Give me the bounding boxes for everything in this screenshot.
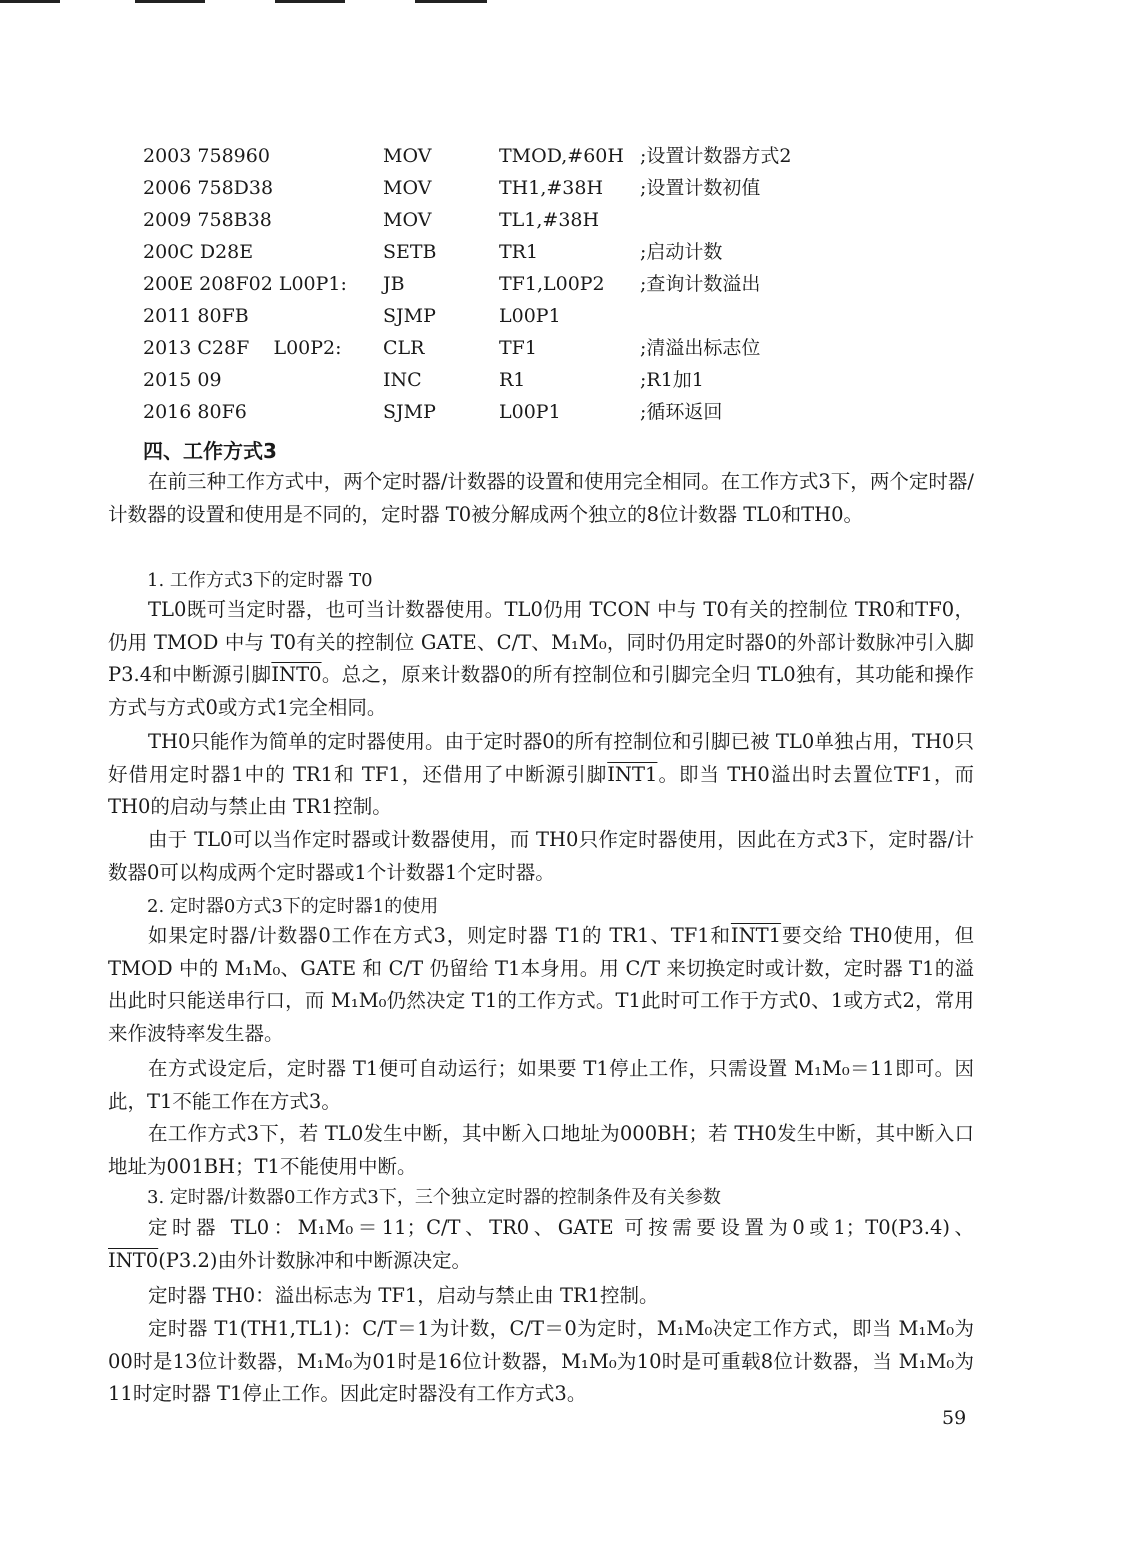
code-operand: TR1 bbox=[499, 241, 539, 263]
code-row bbox=[143, 332, 1003, 364]
subheading-1: 1. 工作方式3下的定时器 T0 bbox=[147, 570, 373, 591]
code-listing bbox=[143, 140, 1003, 428]
paragraph-intro bbox=[108, 466, 974, 531]
code-opcode: INC bbox=[383, 369, 422, 391]
paragraph-text: 定时器 TL0：M₁M₀＝11；C/T、TR0、GATE 可按需要设置为0或1；T0(P3.4)、 bbox=[148, 1216, 974, 1239]
code-address: 2011 80FB bbox=[143, 305, 249, 327]
paragraph-text: 在方式设定后，定时器 T1便可自动运行；如果要 T1停止工作，只需设置 M₁M₀＝11即可。因此，T1不能工作在方式3。 bbox=[108, 1057, 974, 1113]
code-row bbox=[143, 300, 1003, 332]
code-opcode: MOV bbox=[383, 177, 432, 199]
code-row bbox=[143, 268, 1003, 300]
paragraph-text: 要交给 TH0使用，但TMOD 中的 M₁M₀、GATE 和 C/T 仍留给 T1本身用。用 C/T 来切换定时或计数，定时器 T1的溢出此时只能送串行口，而 M₁M₀仍然决定 T1的工作方式。T1此时可工作于方式0、1或方式2，常用来作波特率发生器。 bbox=[108, 924, 974, 1045]
subheading-3: 3. 定时器/计数器0工作方式3下，三个独立定时器的控制条件及有关参数 bbox=[147, 1187, 721, 1208]
code-address: 2003 758960 bbox=[143, 145, 270, 167]
paragraph-interrupt-vectors bbox=[108, 1118, 974, 1183]
code-address: 200E 208F02 L00P1: bbox=[143, 273, 347, 295]
code-opcode: CLR bbox=[383, 337, 425, 359]
code-comment: ;清溢出标志位 bbox=[640, 337, 761, 359]
code-comment: ;设置计数器方式2 bbox=[640, 145, 792, 167]
paragraph-text: 如果定时器/计数器0工作在方式3，则定时器 T1的 TR1、TF1和 bbox=[148, 924, 731, 947]
code-row bbox=[143, 364, 1003, 396]
code-operand: TL1,#38H bbox=[499, 209, 600, 231]
code-row bbox=[143, 172, 1003, 204]
paragraph-text: 由于 TL0可以当作定时器或计数器使用，而 TH0只作定时器使用，因此在方式3下，定时器/计数器0可以构成两个定时器或1个计数器1个定时器。 bbox=[108, 828, 974, 884]
int0-pin-label: INT0 bbox=[271, 663, 322, 686]
paragraph-text: TH0只能作为简单的定时器使用。由于定时器0的所有控制位和引脚已被 TL0单独占用，TH0只好借用定时器1中的 TR1和 TF1，还借用了中断源引脚 bbox=[108, 730, 974, 786]
int0-pin-label: INT0 bbox=[108, 1248, 159, 1272]
code-opcode: JB bbox=[383, 273, 405, 295]
code-row bbox=[143, 140, 1003, 172]
code-operand: L00P1 bbox=[499, 401, 561, 423]
code-opcode: SJMP bbox=[383, 305, 436, 327]
paragraph-text: (P3.2)由外计数脉冲和中断源决定。 bbox=[158, 1248, 472, 1272]
code-opcode: SETB bbox=[383, 241, 437, 263]
code-address: 2016 80F6 bbox=[143, 401, 247, 423]
int1-pin-label: INT1 bbox=[607, 762, 658, 786]
code-operand: TF1,L00P2 bbox=[499, 273, 605, 295]
code-address: 2009 758B38 bbox=[143, 209, 272, 231]
code-operand: TMOD,#60H bbox=[499, 145, 624, 167]
code-address: 200C D28E bbox=[143, 241, 254, 263]
section-title: 四、工作方式3 bbox=[143, 439, 277, 463]
code-opcode: MOV bbox=[383, 145, 432, 167]
paragraph-text: 定时器 T1(TH1,TL1)：C/T＝1为计数，C/T＝0为定时，M₁M₀决定工作方式，即当 M₁M₀为00时是13位计数器，M₁M₀为01时是16位计数器，M₁M₀为10时是可重载8位计数器，当 M₁M₀为11时定时器 T1停止工作。因此定时器没有工作方式3。 bbox=[108, 1317, 974, 1405]
code-comment: ;查询计数溢出 bbox=[640, 273, 761, 295]
code-comment: ;启动计数 bbox=[640, 241, 723, 263]
subheading-2: 2. 定时器0方式3下的定时器1的使用 bbox=[147, 896, 439, 917]
paragraph-text: 在前三种工作方式中，两个定时器/计数器的设置和使用完全相同。在工作方式3下，两个定时器/计数器的设置和使用是不同的，定时器 T0被分解成两个独立的8位计数器 TL0和TH0。 bbox=[108, 470, 974, 526]
paragraph-text: 在工作方式3下，若 TL0发生中断，其中断入口地址为000BH；若 TH0发生中断，其中断入口地址为001BH；T1不能使用中断。 bbox=[108, 1122, 974, 1178]
code-row bbox=[143, 396, 1003, 428]
top-rule-4 bbox=[415, 0, 487, 3]
code-operand: L00P1 bbox=[499, 305, 561, 327]
paragraph-t1-stop bbox=[108, 1053, 974, 1118]
paragraph-tl0 bbox=[108, 594, 974, 724]
code-operand: TF1 bbox=[499, 337, 537, 359]
code-comment: ;R1加1 bbox=[640, 369, 704, 391]
paragraph-t1-params bbox=[108, 1313, 974, 1411]
code-address: 2015 09 bbox=[143, 369, 222, 391]
paragraph-th0 bbox=[108, 726, 974, 824]
top-rule-2 bbox=[135, 0, 205, 3]
top-rule-1 bbox=[0, 0, 60, 3]
code-opcode: SJMP bbox=[383, 401, 436, 423]
code-row bbox=[143, 236, 1003, 268]
paragraph-text: 定时器 TH0：溢出标志为 TF1，启动与禁止由 TR1控制。 bbox=[148, 1284, 659, 1307]
paragraph-text: 。即当 TH0溢出时去置位TF1，而 TH0的启动与禁止由 TR1控制。 bbox=[108, 762, 974, 818]
code-operand: R1 bbox=[499, 369, 526, 391]
code-comment: ;设置计数初值 bbox=[640, 177, 761, 199]
paragraph-th0-params bbox=[108, 1280, 974, 1313]
int1-pin-label: INT1 bbox=[730, 924, 782, 947]
paragraph-text: 。总之，原来计数器0的所有控制位和引脚完全归 TL0独有，其功能和操作方式与方式0或方式1完全相同。 bbox=[108, 663, 974, 719]
paragraph-text: TL0既可当定时器，也可当计数器使用。TL0仍用 TCON 中与 T0有关的控制位 TR0和TF0，仍用 TMOD 中与 T0有关的控制位 GATE、C/T、M₁M₀，同时仍用定时器0的外部计数脉冲引入脚 P3.4和中断源引脚 bbox=[108, 598, 974, 686]
paragraph-t1-usage bbox=[108, 920, 974, 1050]
paragraph-tl0-params bbox=[108, 1212, 974, 1277]
code-row bbox=[143, 204, 1003, 236]
top-rule-3 bbox=[275, 0, 345, 3]
code-comment: ;循环返回 bbox=[640, 401, 723, 423]
page-number: 59 bbox=[942, 1407, 967, 1429]
paragraph-mode3-summary bbox=[108, 824, 974, 889]
code-operand: TH1,#38H bbox=[499, 177, 604, 199]
code-opcode: MOV bbox=[383, 209, 432, 231]
code-address: 2013 C28F L00P2: bbox=[143, 337, 342, 359]
code-address: 2006 758D38 bbox=[143, 177, 274, 199]
